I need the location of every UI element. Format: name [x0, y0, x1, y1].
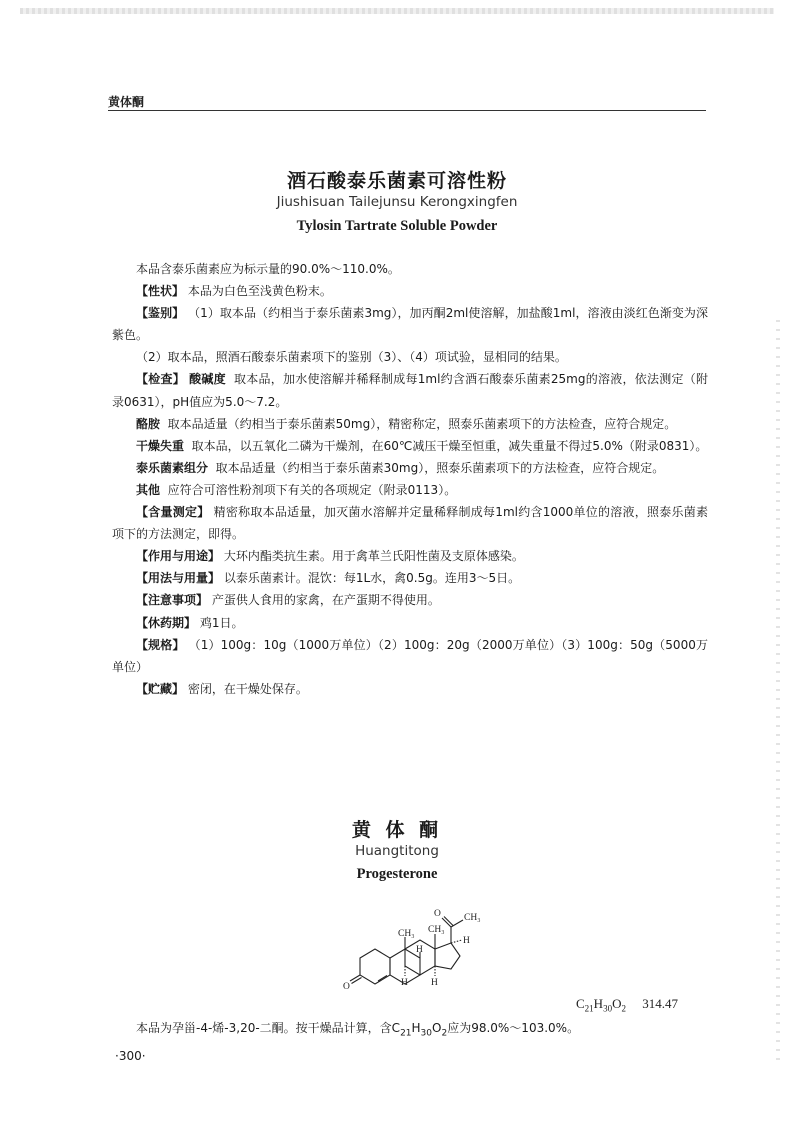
section-label: 【规格】 — [136, 637, 185, 652]
section-appearance — [112, 280, 708, 302]
section-text: 密闭，在干燥处保存。 — [187, 681, 308, 696]
monograph1-body — [112, 258, 708, 700]
section-dosage — [112, 567, 708, 589]
formula-subscript: 30 — [420, 1028, 432, 1039]
section-text: 应符合可溶性粉剂项下有关的各项规定（附录0113）。 — [167, 482, 457, 497]
monograph1-title-en: Tylosin Tartrate Soluble Powder — [296, 218, 498, 234]
section-storage — [112, 678, 708, 700]
section-text: 鸡1日。 — [199, 615, 244, 630]
section-text: 取本品，以五氧化二磷为干燥剂，在60℃减压干燥至恒重，减失重量不得过5.0%（附录0831）。 — [191, 438, 708, 453]
section-text: （2）取本品，照酒石酸泰乐菌素项下的鉴别（3）、（4）项试验，显相同的结果。 — [136, 350, 567, 365]
section-text: 取本品适量（约相当于泰乐菌素30mg），照泰乐菌素项下的方法检查，应符合规定。 — [215, 460, 665, 475]
scan-edge-top — [20, 8, 774, 14]
section-specifications — [112, 634, 708, 678]
running-head: 黄体酮 — [108, 95, 145, 109]
section-text: 以泰乐菌素计。混饮：每1L水，禽0.5g。连用3～5日。 — [223, 571, 521, 586]
section-withdrawal — [112, 612, 708, 634]
section-other — [112, 479, 708, 501]
section-tyramine — [112, 413, 708, 435]
section-identification-1 — [112, 302, 708, 346]
monograph2-title-en: Progesterone — [356, 866, 438, 882]
section-text: 本品为白色至浅黄色粉末。 — [187, 284, 332, 299]
section-label: 【贮藏】 — [136, 681, 185, 696]
section-sublabel: 泰乐菌素组分 — [136, 460, 209, 475]
header-rule — [108, 110, 706, 111]
section-label: 【含量测定】 — [136, 505, 210, 520]
section-sublabel: 其他 — [136, 482, 161, 497]
h9-label: H — [401, 978, 408, 988]
description-text: H — [411, 1021, 421, 1035]
formula-subscript: 21 — [400, 1028, 412, 1039]
monograph1-title-pinyin: Jiushisuan Tailejunsu Kerongxingfen — [276, 194, 518, 210]
molecular-weight: 314.47 — [642, 996, 678, 1011]
progesterone-description — [112, 1017, 708, 1044]
monograph2-title-cn: 黄 体 酮 — [351, 819, 443, 841]
formula-subscript: 2 — [621, 1003, 626, 1014]
formula-subscript: 2 — [441, 1028, 448, 1039]
description-text: 本品为孕甾-4-烯-3,20-二酮。按干燥品计算，含C — [136, 1021, 401, 1035]
scan-edge-right — [776, 320, 780, 1060]
section-sublabel: 酸碱度 — [189, 372, 226, 387]
c19-methyl-label: CH₃ — [398, 929, 415, 939]
section-text: （1）100g：10g（1000万单位）（2）100g：20g（2000万单位）（3）100g：50g（5000万单位） — [112, 637, 708, 674]
formula-element: H — [593, 996, 604, 1011]
h17-label: H — [463, 936, 470, 946]
section-sublabel: 酪胺 — [136, 416, 161, 431]
section-label: 【检查】 — [136, 372, 186, 387]
monograph1-title-cn: 酒石酸泰乐菌素可溶性粉 — [286, 170, 507, 192]
section-indications — [112, 545, 708, 567]
section-text: 取本品，加水使溶解并稀释制成每1ml约含酒石酸泰乐菌素25mg的溶液，依法测定（附录0631），pH值应为5.0～7.2。 — [112, 372, 708, 409]
side-chain-methyl-label: CH₃ — [464, 913, 481, 923]
formula-subscript: 30 — [603, 1003, 613, 1014]
h8-label: H — [416, 945, 423, 955]
description-text: 应为98.0%～103.0%。 — [447, 1021, 580, 1035]
section-label: 【休药期】 — [136, 615, 197, 630]
page-number: ·300· — [115, 1049, 146, 1063]
section-identification-2 — [112, 346, 708, 368]
carbonyl-oxygen-label: O — [434, 909, 441, 919]
formula-subscript: 21 — [584, 1003, 594, 1014]
formula-element: O — [612, 996, 622, 1011]
section-text: 产蛋供人食用的家禽，在产蛋期不得使用。 — [211, 593, 440, 608]
section-assay — [112, 501, 708, 545]
monograph2-title-pinyin: Huangtitong — [355, 843, 439, 859]
section-tests-acidity — [112, 368, 708, 412]
intro-paragraph: 本品含泰乐菌素应为标示量的90.0%～110.0%。 — [136, 262, 400, 276]
section-label: 【用法与用量】 — [136, 571, 221, 586]
section-sublabel: 干燥失重 — [136, 438, 185, 453]
ring-oxygen-label: O — [343, 982, 350, 992]
section-text: （1）取本品（约相当于泰乐菌素3mg），加丙酮2ml使溶解，加盐酸1ml，溶液由淡红色渐变为深紫色。 — [112, 306, 708, 343]
description-text: O — [432, 1021, 442, 1035]
section-loss-on-drying — [112, 435, 708, 457]
section-tylosin-composition — [112, 457, 708, 479]
section-label: 【性状】 — [136, 284, 185, 299]
c18-methyl-label: CH₃ — [428, 925, 445, 935]
section-label: 【注意事项】 — [136, 593, 209, 608]
section-text: 取本品适量（约相当于泰乐菌素50mg），精密称定，照泰乐菌素项下的方法检查，应符合规定。 — [167, 416, 677, 431]
section-text: 精密称取本品适量，加灭菌水溶解并定量稀释制成每1ml约含1000单位的溶液，照泰乐菌素项下的方法测定，即得。 — [112, 505, 708, 542]
h14-label: H — [431, 978, 438, 988]
section-label: 【鉴别】 — [136, 306, 185, 321]
formula-element: C — [576, 996, 585, 1011]
molecular-formula — [576, 996, 678, 1014]
section-precautions — [112, 589, 708, 611]
section-text: 大环内酯类抗生素。用于禽革兰氏阳性菌及支原体感染。 — [223, 549, 524, 564]
section-label: 【作用与用途】 — [136, 549, 221, 564]
